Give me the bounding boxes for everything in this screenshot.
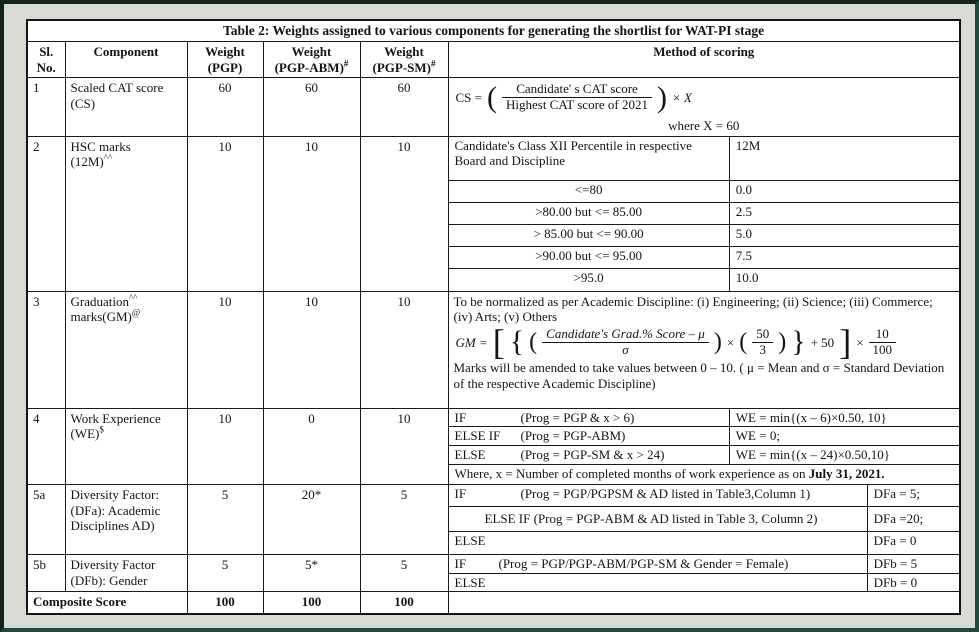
dfa-case-row [449, 485, 960, 506]
cell-method-5b [448, 555, 960, 592]
cell-component-1: Scaled CAT score (CS) [65, 78, 187, 136]
weight-abm-superscript: # [343, 58, 349, 69]
we-condition: (Prog = PGP-SM & x > 24) [520, 447, 665, 463]
dfb-result: DFb = 5 [867, 555, 959, 573]
weight-sm-text: (PGP-SM) [372, 59, 431, 75]
col-header-component: Component [65, 42, 187, 78]
cell-weight-pgp-4: 10 [187, 408, 263, 484]
we-label-superscript: $ [99, 425, 104, 436]
cell-weight-sm-5b: 5 [360, 555, 448, 592]
weight-sm-line2 [366, 60, 443, 76]
gm-plus-term: + 50 [810, 334, 835, 350]
band-range: >80.00 but <= 85.00 [449, 203, 730, 225]
col-header-sl-no [27, 42, 65, 78]
we-where-cell [449, 464, 960, 484]
gm-frac3-denominator: 100 [872, 341, 893, 357]
we-result: WE = min{(x – 6)×0.50, 10} [729, 409, 959, 427]
dfa-result: DFa = 0 [867, 531, 959, 554]
gm-label-text1: Graduation [70, 293, 129, 309]
row-scaled-cat-score [27, 78, 960, 136]
col-header-weight-pgp-sm [360, 42, 448, 78]
cell-weight-sm-2: 10 [360, 136, 448, 291]
band-range: > 85.00 but <= 90.00 [449, 225, 730, 247]
open-paren: ( [486, 80, 497, 114]
cs-formula-note: where X = 60 [668, 118, 740, 134]
row-hsc-marks [27, 136, 960, 291]
cell-weight-sm-5a: 5 [360, 485, 448, 555]
open-curly-brace: { [509, 325, 525, 359]
dfb-result: DFb = 0 [867, 573, 959, 591]
work-experience-subtable [449, 409, 960, 484]
we-case-row [449, 409, 960, 427]
table-title: Table 2: Weights assigned to various components for generating the shortlist for WAT-PI stage [27, 20, 960, 42]
open-square-bracket: [ [492, 321, 505, 362]
cell-sl-2: 2 [27, 136, 65, 291]
band-score: 7.5 [729, 247, 959, 269]
cell-weight-abm-4: 0 [263, 408, 360, 484]
we-where-row [449, 464, 960, 484]
dfa-case-cond [449, 485, 868, 506]
weight-sm-line1: Weight [384, 44, 424, 60]
we-case-row [449, 446, 960, 465]
dfa-case-cond [449, 531, 868, 554]
dfa-case-cond [449, 506, 868, 531]
cell-weight-pgp-5b: 5 [187, 555, 263, 592]
title-row [27, 20, 960, 42]
percentile-header-right: 12M [729, 137, 959, 181]
composite-score-label: Composite Score [27, 592, 187, 614]
hsc-label-line2 [71, 154, 182, 170]
dfa-case-row [449, 531, 960, 554]
cell-weight-pgp-1: 60 [187, 78, 263, 136]
percentile-header-left: Candidate's Class XII Percentile in respective Board and Discipline [449, 137, 730, 181]
dfa-keyword: ELSE [454, 532, 486, 548]
gm-label-line1 [71, 294, 182, 310]
gm-label-text2: marks(GM) [70, 309, 132, 325]
dfb-case-cond [449, 573, 868, 591]
cell-weight-sm-1: 60 [360, 78, 448, 136]
gm-label-line2 [71, 309, 182, 325]
gm-frac2-numerator: 50 [752, 327, 773, 343]
cell-weight-pgp-2: 10 [187, 136, 263, 291]
cs-formula [454, 80, 955, 115]
row-composite-score [27, 592, 960, 614]
close-paren: ) [778, 329, 787, 356]
we-condition: (Prog = PGP-ABM) [520, 428, 626, 444]
gm-fraction-3 [869, 327, 897, 358]
composite-weight-pgp: 100 [187, 592, 263, 614]
open-paren: ( [529, 329, 538, 356]
weight-abm-line2 [269, 60, 355, 76]
we-keyword: ELSE IF [454, 428, 501, 444]
band-range: <=80 [449, 181, 730, 203]
weight-abm-text: (PGP-ABM) [274, 59, 344, 75]
we-where-text: Where, x = Number of completed months of work experience as on [454, 465, 809, 481]
dfb-condition: (Prog = PGP/PGP-ABM/PGP-SM & Gender = Female) [498, 556, 789, 572]
band-score: 5.0 [729, 225, 959, 247]
composite-weight-sm: 100 [360, 592, 448, 614]
dfa-condition: (Prog = PGP/PGPSM & AD listed in Table3,Column 1) [520, 486, 811, 502]
we-result: WE = min{(x – 24)×0.50,10} [729, 446, 959, 465]
cs-numerator: Candidate' s CAT score [502, 82, 652, 98]
weight-pgp-line1: Weight [205, 44, 245, 60]
cell-weight-abm-5a: 20* [263, 485, 360, 555]
cell-component-2 [65, 136, 187, 291]
band-score: 2.5 [729, 203, 959, 225]
row-diversity-factor-academic [27, 485, 960, 555]
we-label-text: Work Experience (WE) [70, 410, 161, 442]
percentile-band-row [449, 225, 960, 247]
band-range: >95.0 [449, 269, 730, 291]
close-paren: ) [713, 329, 722, 356]
cell-sl-4: 4 [27, 408, 65, 484]
cell-method-2 [448, 136, 960, 291]
composite-method-empty [448, 592, 960, 614]
dfb-case-row [449, 555, 960, 573]
close-paren: ) [657, 80, 668, 114]
cell-method-1 [448, 78, 960, 136]
percentile-subtable-header [449, 137, 960, 181]
gm-formula [454, 321, 955, 362]
we-case-cond [449, 446, 730, 465]
cell-sl-1: 1 [27, 78, 65, 136]
weights-table [26, 19, 961, 615]
cell-weight-abm-3: 10 [263, 291, 360, 408]
close-curly-brace: } [791, 325, 806, 359]
cell-sl-3: 3 [27, 291, 65, 408]
cell-component-4 [65, 408, 187, 484]
cell-weight-sm-4: 10 [360, 408, 448, 484]
dfb-case-row [449, 573, 960, 591]
row-diversity-factor-gender [27, 555, 960, 592]
we-condition: (Prog = PGP & x > 6) [520, 409, 635, 425]
we-case-cond [449, 427, 730, 446]
close-square-bracket: ] [839, 321, 852, 362]
cell-weight-abm-5b: 5* [263, 555, 360, 592]
gm-frac1-numerator: Candidate's Grad.% Score – μ [542, 327, 709, 343]
cell-weight-pgp-3: 10 [187, 291, 263, 408]
percentile-band-row [449, 269, 960, 291]
cell-weight-pgp-5a: 5 [187, 485, 263, 555]
dfb-keyword: IF [454, 556, 467, 572]
cell-method-3 [448, 291, 960, 408]
header-row [27, 42, 960, 78]
gm-frac3-numerator: 10 [869, 327, 897, 343]
composite-weight-abm: 100 [263, 592, 360, 614]
we-case-cond [449, 409, 730, 427]
cell-component-5a: Diversity Factor: (DFa): Academic Disciplines AD) [65, 485, 187, 555]
dfa-result: DFa = 5; [867, 485, 959, 506]
we-keyword: IF [454, 409, 467, 425]
gm-times-1: × [726, 334, 735, 350]
percentile-band-row [449, 181, 960, 203]
cell-sl-5a: 5a [27, 485, 65, 555]
dfb-subtable [449, 555, 960, 591]
gm-times-2: × [856, 334, 864, 350]
dfa-subtable [449, 485, 960, 554]
dfa-case-row [449, 506, 960, 531]
col-header-weight-pgp-abm [263, 42, 360, 78]
gm-fraction-2 [752, 327, 773, 358]
cs-denominator: Highest CAT score of 2021 [505, 97, 649, 113]
band-range: >90.00 but <= 95.00 [449, 247, 730, 269]
dfb-keyword: ELSE [454, 574, 486, 590]
cell-component-5b: Diversity Factor (DFb): Gender [65, 555, 187, 592]
dfb-case-cond [449, 555, 868, 573]
cell-method-4 [448, 408, 960, 484]
gm-fraction-1 [542, 327, 709, 358]
dfa-condition: (Prog = PGP-ABM & AD listed in Table 3, Column 2) [533, 510, 818, 526]
gm-note-text: Marks will be amended to take values between 0 – 10. ( μ = Mean and σ = Standard Deviation of the respective Academic Discipline) [453, 359, 945, 391]
percentile-band-row [449, 203, 960, 225]
cell-component-3 [65, 291, 187, 408]
cell-sl-5b: 5b [27, 555, 65, 592]
hsc-label-superscript: ^^ [103, 153, 113, 164]
cell-weight-abm-1: 60 [263, 78, 360, 136]
cs-formula-lhs: CS = [455, 90, 482, 106]
we-case-row [449, 427, 960, 446]
weight-pgp-line2: (PGP) [207, 59, 243, 75]
col-header-weight-pgp [187, 42, 263, 78]
sl-label-line1: Sl. [39, 44, 54, 60]
weight-sm-superscript: # [430, 58, 436, 69]
row-graduation-marks [27, 291, 960, 408]
row-work-experience [27, 408, 960, 484]
hsc-label-text: (12M) [70, 154, 104, 170]
col-header-method: Method of scoring [448, 42, 960, 78]
band-score: 0.0 [729, 181, 959, 203]
gm-formula-lhs: GM = [455, 334, 488, 350]
we-where-date: July 31, 2021. [808, 465, 885, 481]
percentile-band-row [449, 247, 960, 269]
cell-weight-sm-3: 10 [360, 291, 448, 408]
open-paren: ( [739, 329, 748, 356]
cs-fraction [502, 82, 652, 113]
we-result: WE = 0; [729, 427, 959, 446]
gm-label-sup2: @ [131, 308, 141, 319]
weight-abm-line1: Weight [291, 44, 332, 60]
gm-label-sup1: ^^ [128, 292, 138, 303]
gm-intro-text: To be normalized as per Academic Discipline: (i) Engineering; (ii) Science; (iii) Commerce; (iv) Arts; (v) Others [453, 293, 933, 325]
percentile-subtable [449, 137, 960, 291]
we-keyword: ELSE [454, 447, 486, 463]
sl-label-line2: No. [36, 59, 56, 75]
cs-multiplier: × X [672, 90, 692, 106]
gm-frac1-denominator: σ [622, 341, 629, 357]
cell-method-5a [448, 485, 960, 555]
dfa-result: DFa =20; [867, 506, 959, 531]
hsc-label-line1: HSC marks [70, 138, 131, 154]
dfa-keyword: IF [454, 486, 467, 502]
cell-weight-abm-2: 10 [263, 136, 360, 291]
band-score: 10.0 [729, 269, 959, 291]
gm-frac2-denominator: 3 [759, 341, 766, 357]
dfa-keyword: ELSE IF [484, 510, 531, 526]
